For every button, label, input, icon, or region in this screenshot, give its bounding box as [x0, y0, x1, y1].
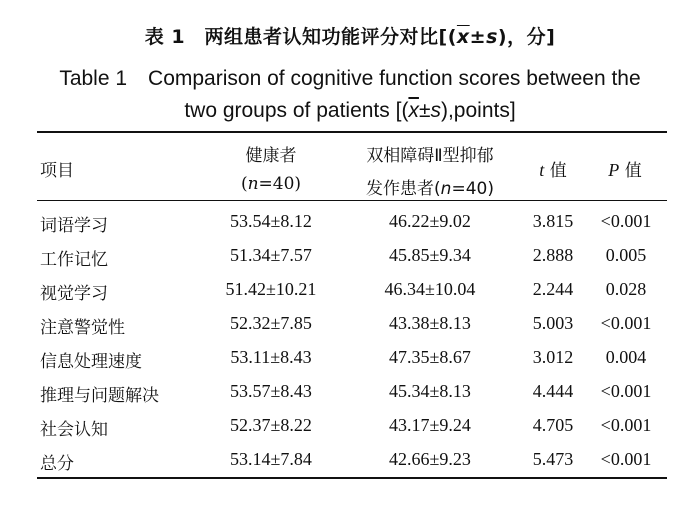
table-bottom-rule [37, 477, 667, 479]
title-cn-pm: ± [469, 26, 487, 48]
title-cn-xbar: $\overline{x}$ [456, 26, 470, 48]
table-title-english-line1: Table 1 Comparison of cognitive function scores between the [59, 67, 641, 90]
row-group2: 42.66±9.23 [389, 449, 471, 469]
row-group2: 47.35±8.67 [389, 347, 471, 367]
header-t-symbol: t [539, 160, 545, 180]
header-group1-line1: 健康者 [245, 146, 297, 166]
title-en-suffix: ),points] [440, 99, 516, 122]
row-p: 0.005 [605, 245, 647, 265]
row-t: 4.705 [532, 415, 574, 435]
table-title-english-line2 [0, 99, 700, 123]
row-t: 2.888 [532, 245, 574, 265]
row-item: 社会认知 [40, 420, 108, 440]
header-t-value [539, 156, 566, 181]
table-header-rule [37, 200, 667, 201]
row-item: 注意警觉性 [40, 318, 125, 338]
row-group1: 53.14±7.84 [230, 449, 312, 469]
row-t: 3.012 [532, 347, 574, 367]
table-title-chinese [0, 22, 700, 49]
row-item: 词语学习 [40, 216, 108, 236]
row-group1: 52.32±7.85 [230, 313, 312, 333]
header-p-label: 值 [619, 161, 642, 181]
row-group2: 46.34±10.04 [384, 279, 476, 299]
row-t: 3.815 [532, 211, 574, 231]
header-p-value [608, 156, 641, 181]
table-top-rule [37, 131, 667, 133]
row-item: 总分 [40, 454, 74, 474]
row-group1: 51.42±10.21 [225, 279, 317, 299]
row-group1: 51.34±7.57 [230, 245, 312, 265]
row-item: 信息处理速度 [40, 352, 142, 372]
row-group2: 43.38±8.13 [389, 313, 471, 333]
row-p: <0.001 [600, 449, 652, 469]
header-group1-n: n [247, 174, 259, 194]
header-group1-rest: =40) [258, 174, 302, 194]
row-p: <0.001 [600, 211, 652, 231]
row-item: 推理与问题解决 [40, 386, 159, 406]
header-group2-rest: =40) [451, 179, 494, 199]
title-cn-prefix: 表 1 两组患者认知功能评分对比[( [144, 26, 457, 48]
title-en-s: s [430, 99, 441, 122]
row-t: 5.003 [532, 313, 574, 333]
header-group2-line2 [366, 174, 494, 199]
row-group2: 46.22±9.02 [389, 211, 471, 231]
title-en-pm: ± [418, 99, 431, 122]
header-p-symbol: P [608, 160, 620, 180]
header-group2-text: 发作患者( [366, 179, 441, 199]
row-group1: 53.11±8.43 [230, 347, 312, 367]
row-group1: 53.57±8.43 [230, 381, 312, 401]
row-group1: 53.54±8.12 [230, 211, 312, 231]
title-cn-s: s [486, 26, 498, 48]
row-item: 视觉学习 [40, 284, 108, 304]
title-en-prefix: two groups of patients [( [184, 99, 409, 122]
title-en-xbar: $\overline{x}$ [408, 99, 419, 122]
header-item: 项目 [40, 161, 74, 181]
header-t-label: 值 [544, 161, 567, 181]
row-group2: 43.17±9.24 [389, 415, 471, 435]
row-p: <0.001 [600, 381, 652, 401]
header-group1-open: ( [240, 174, 248, 194]
header-group2-n: n [440, 179, 452, 199]
row-group2: 45.85±9.34 [389, 245, 471, 265]
row-p: <0.001 [600, 313, 652, 333]
row-item: 工作记忆 [40, 250, 108, 270]
row-p: <0.001 [600, 415, 652, 435]
row-p: 0.004 [605, 347, 647, 367]
title-cn-suffix: )，分] [497, 26, 556, 48]
header-group1-line2 [241, 174, 301, 194]
row-group1: 52.37±8.22 [230, 415, 312, 435]
row-p: 0.028 [605, 279, 647, 299]
row-t: 4.444 [532, 381, 574, 401]
row-t: 2.244 [532, 279, 574, 299]
row-t: 5.473 [532, 449, 574, 469]
row-group2: 45.34±8.13 [389, 381, 471, 401]
header-group2-line1: 双相障碍Ⅱ型抑郁 [366, 146, 494, 166]
